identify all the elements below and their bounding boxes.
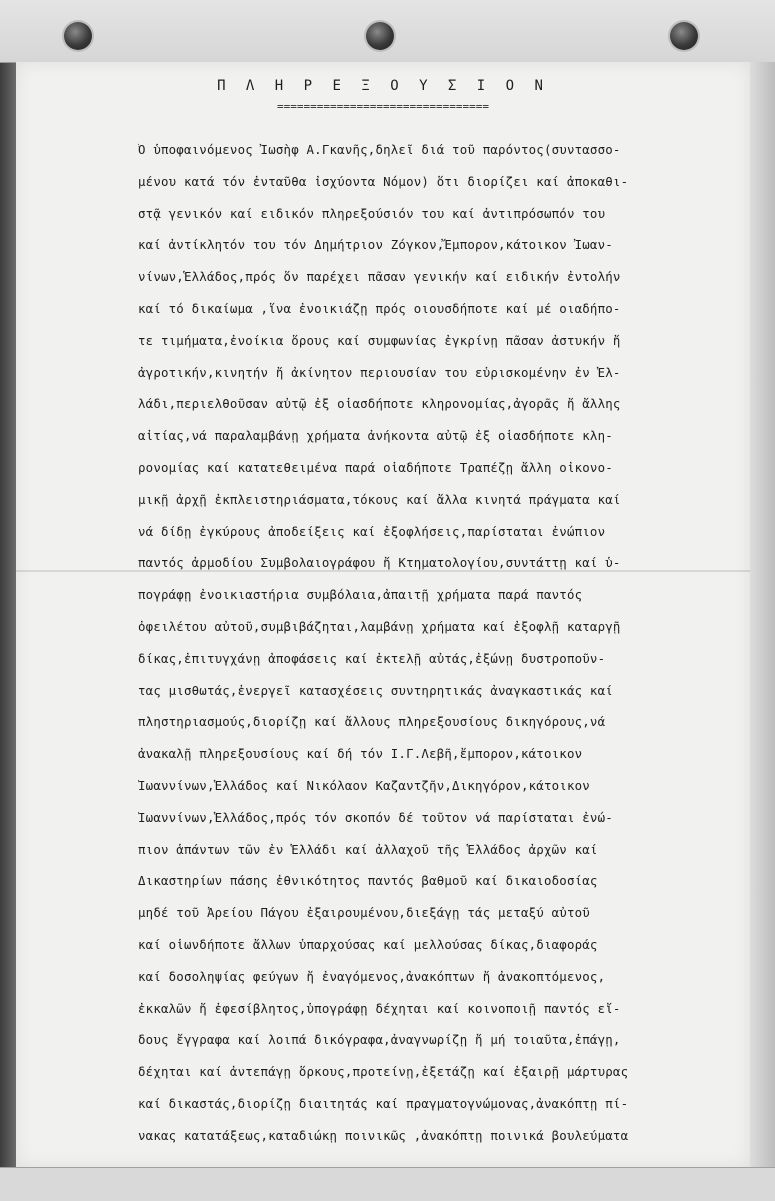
text-line: τας μισθωτάς,ἐνεργεῖ κατασχέσεις συντηρητικάς ἀναγκαστικάς καί — [138, 682, 613, 698]
typewritten-page — [16, 62, 750, 1167]
text-line: δέχηται καί ἀντεπάγῃ ὅρκους,προτείνῃ,ἐξετάζῃ καί ἐξαιρῇ μάρτυρας — [138, 1064, 629, 1080]
text-line: πληστηριασμούς,διορίζῃ καί ἄλλους πληρεξουσίους δικηγόρους,νά — [138, 714, 606, 730]
text-line: στᾷ γενικόν καί ειδικόν πληρεξούσιόν του καί ἀντιπρόσωπόν του — [138, 205, 606, 221]
text-line: ἀνακαλῇ πληρεξουσίους καί δή τόν Ι.Γ.Λεβῆ,ἔμπορον,κάτοικον — [138, 746, 583, 762]
text-line: μένου κατά τόν ἐνταῦθα ἰσχύοντα Νόμον) ὅτι διορίζει καί ἀποκαθι- — [138, 173, 629, 189]
text-line: τε τιμήματα,ἐνοίκια ὅρους καί συμφωνίας ἐγκρίνῃ πᾶσαν ἀστυκήν ἤ — [138, 332, 621, 348]
text-line: καί δοσοληψίας φεύγων ἤ ἐναγόμενος,ἀνακόπτων ἤ ἀνακοπτόμενος, — [138, 968, 606, 984]
text-line: δίκας,ἐπιτυγχάνῃ ἀποφάσεις καί ἐκτελῇ αὐτάς,ἐξώνῃ δυστροποῦν- — [138, 650, 606, 666]
scanner-right-edge — [750, 62, 775, 1167]
document-title: Π Λ Η Ρ Ε Ξ Ο Υ Σ Ι Ο Ν — [217, 78, 549, 94]
scanner-bottom-edge — [0, 1167, 775, 1201]
text-line: Ἰωαννίνων,Ἑλλάδος καί Νικόλαον Καζαντζῆν,Δικηγόρον,κάτοικον — [138, 777, 590, 793]
text-line: καί ἀντίκλητόν του τόν Δημήτριον Ζόγκον,Ἔμπορον,κάτοικον Ἰωαν- — [138, 237, 613, 253]
title-underline: ================================ — [277, 100, 489, 113]
text-line: πογράφῃ ἐνοικιαστήρια συμβόλαια,ἀπαιτῇ χρήματα παρά παντός — [138, 587, 583, 603]
text-line: παντός ἀρμοδίου Συμβολαιογράφου ἤ Κτηματολογίου,συντάττῃ καί ὑ- — [138, 555, 621, 571]
text-line: Δικαστηρίων πάσης ἐθνικότητος παντός βαθμοῦ καί δικαιοδοσίας — [138, 873, 598, 889]
text-line: νίνων,Ἑλλάδος,πρός ὅν παρέχει πᾶσαν γενικήν καί ειδικήν ἐντολήν — [138, 269, 621, 285]
text-line: καί οἱωνδήποτε ἄλλων ὑπαρχούσας καί μελλούσας δίκας,διαφοράς — [138, 936, 598, 952]
text-line: λάδι,περιελθοῦσαν αὐτῷ ἐξ οἱασδήποτε κληρονομίας,ἀγορᾶς ἤ ἄλλης — [138, 396, 621, 412]
binder-screw-icon — [366, 22, 394, 50]
text-line: Ἰωαννίνων,Ἑλλάδος,πρός τόν σκοπόν δέ τοῦτον νά παρίσταται ἐνώ- — [138, 809, 613, 825]
text-line: ἐκκαλῶν ἤ ἐφεσίβλητος,ὑπογράφῃ δέχηται καί κοινοποιῇ παντός εἴ- — [138, 1000, 621, 1016]
text-line: πιον ἁπάντων τῶν ἐν Ἑλλάδι καί ἀλλαχοῦ τῆς Ἑλλάδος ἀρχῶν καί — [138, 841, 598, 857]
binder-screw-icon — [670, 22, 698, 50]
text-line: ἀγροτικήν,κινητήν ἤ ἀκίνητον περιουσίαν του εὑρισκομένην ἐν Ἑλ- — [138, 364, 621, 380]
text-line: νά δίδῃ ἐγκύρους ἀποδείξεις καί ἐξοφλήσεις,παρίσταται ἐνώπιον — [138, 523, 606, 539]
binder-screw-icon — [64, 22, 92, 50]
text-line: Ὁ ὑποφαινόμενος Ἰωσὴφ Α.Γκανῆς,δηλεῖ διά τοῦ παρόντος(συντασσο- — [138, 142, 621, 157]
scanner-left-edge — [0, 0, 16, 1200]
text-line: αἰτίας,νά παραλαμβάνῃ χρήματα ἀνήκοντα αὐτῷ ἐξ οἱασδήποτε κλη- — [138, 428, 613, 444]
binder-clip-bar — [0, 0, 775, 63]
text-line: νακας κατατάξεως,καταδιώκῃ ποινικῶς ,ἀνακόπτῃ ποινικά βουλεύματα — [138, 1127, 629, 1143]
text-line: ὀφειλέτου αὐτοῦ,συμβιβάζηται,λαμβάνῃ χρήματα καί ἐξοφλῇ καταργῇ — [138, 618, 621, 634]
text-line: ρονομίας καί κατατεθειμένα παρά οἱαδήποτε Τραπέζῃ ἄλλη οἰκονο- — [138, 459, 613, 475]
document-body — [138, 134, 736, 1152]
text-line: καί δικαστάς,διορίζῃ διαιτητάς καί πραγματογνώμονας,ἀνακόπτῃ πί- — [138, 1095, 629, 1111]
text-line: μικῇ ἀρχῇ ἐκπλειστηριάσματα,τόκους καί ἄλλα κινητά πράγματα καί — [138, 491, 621, 507]
text-line: καί τό δικαίωμα ,ἵνα ἐνοικιάζῃ πρός οιουσδήποτε καί μέ οιαδήπο- — [138, 300, 621, 316]
text-line: μηδέ τοῦ Ἀρείου Πάγου ἐξαιρουμένου,διεξάγῃ τάς μεταξύ αὐτοῦ — [138, 905, 590, 921]
text-line: δους ἔγγραφα καί λοιπά δικόγραφα,ἀναγνωρίζῃ ἤ μή τοιαῦτα,ἐπάγῃ, — [138, 1032, 621, 1048]
